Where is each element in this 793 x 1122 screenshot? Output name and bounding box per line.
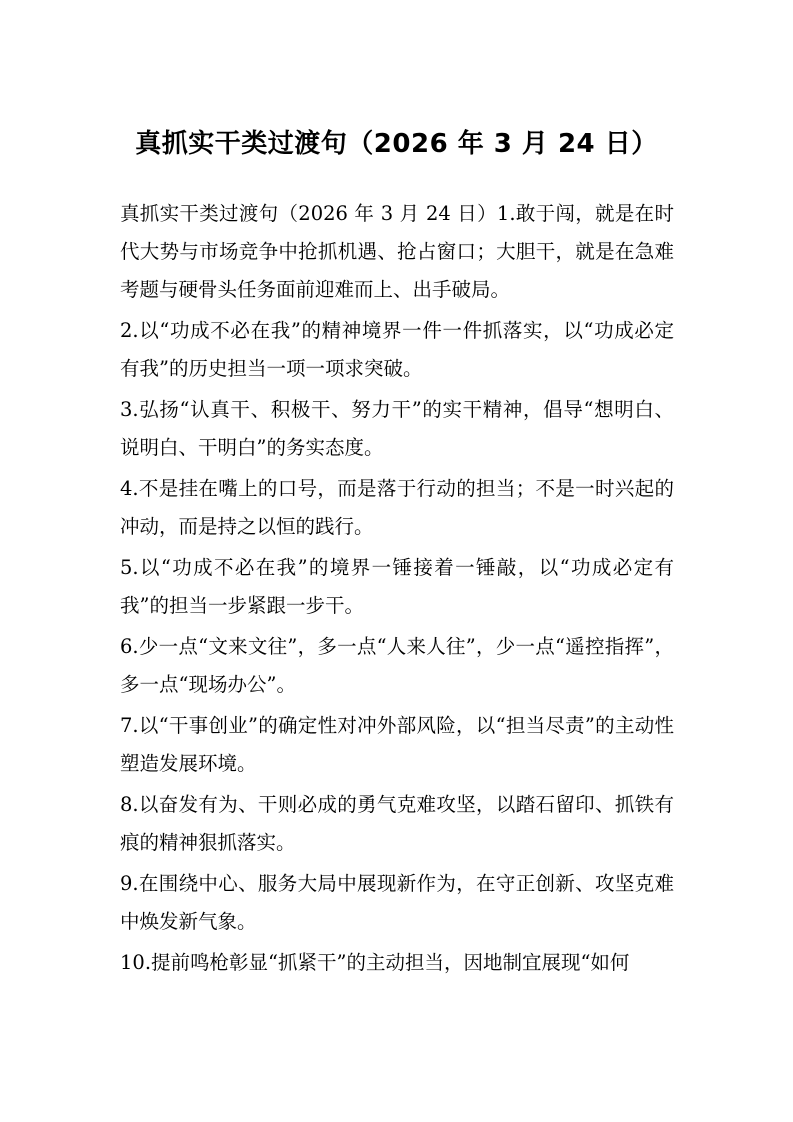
paragraph-6: 6.少一点“文来文往”，多一点“人来人往”，少一点“遥控指挥”，多一点“现场办公”。	[120, 635, 674, 696]
paragraph-7: 7.以“干事创业”的确定性对冲外部风险，以“担当尽责”的主动性塑造发展环境。	[120, 714, 674, 775]
paragraph-5: 5.以“功成不必在我”的境界一锤接着一锤敲，以“功成必定有我”的担当一步紧跟一步干。	[120, 556, 674, 617]
paragraph-8: 8.以奋发有为、干则必成的勇气克难攻坚，以踏石留印、抓铁有痕的精神狠抓落实。	[120, 793, 674, 854]
paragraph-1: 真抓实干类过渡句（2026 年 3 月 24 日）1.敢于闯，就是在时代大势与市场竞争中抢抓机遇、抢占窗口；大胆干，就是在急难考题与硬骨头任务面前迎难而上、出手破局。	[120, 202, 674, 301]
paragraph-4: 4.不是挂在嘴上的口号，而是落于行动的担当；不是一时兴起的冲动，而是持之以恒的践行。	[120, 477, 674, 538]
paragraph-10: 10.提前鸣枪彰显“抓紧干”的主动担当，因地制宜展现“如何	[120, 951, 630, 974]
paragraph-9: 9.在围绕中心、服务大局中展现新作为，在守正创新、攻坚克难中焕发新气象。	[120, 872, 674, 933]
document-title: 真抓实干类过渡句（2026 年 3 月 24 日）	[135, 129, 658, 159]
paragraph-2: 2.以“功成不必在我”的精神境界一件一件抓落实，以“功成必定有我”的历史担当一项一项求突破。	[120, 319, 674, 380]
paragraph-3: 3.弘扬“认真干、积极干、努力干”的实干精神，倡导“想明白、说明白、干明白”的务实态度。	[120, 398, 674, 459]
document-body	[120, 195, 674, 985]
